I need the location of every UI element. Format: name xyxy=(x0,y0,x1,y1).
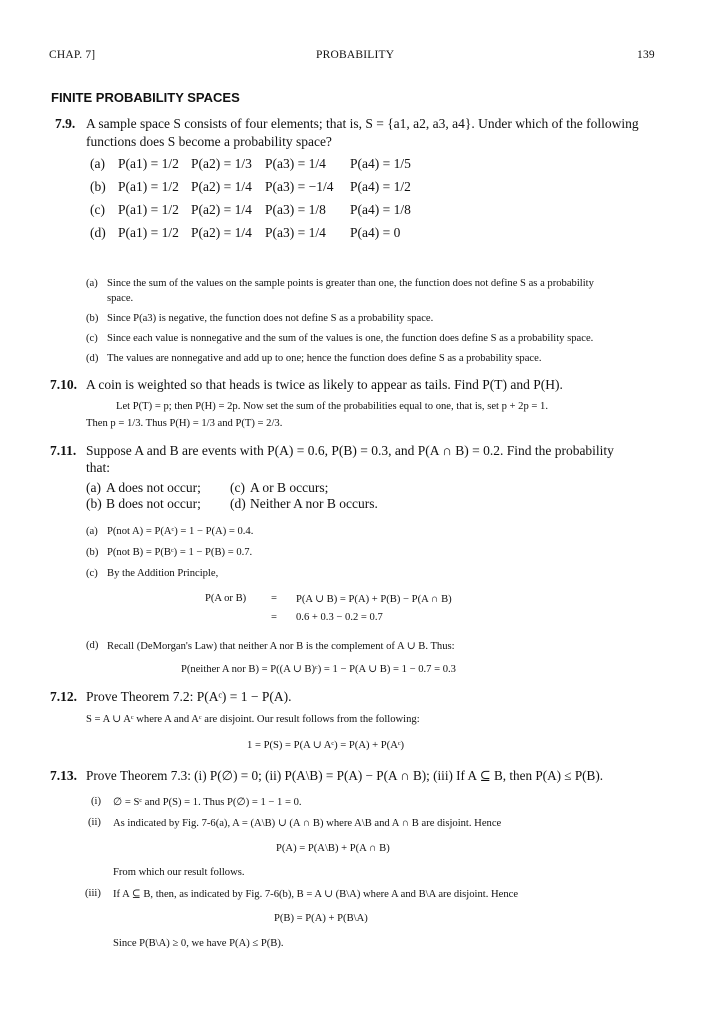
solution-label: (d) xyxy=(86,353,99,364)
problem-number: 7.11. xyxy=(50,443,77,458)
solution-text: As indicated by Fig. 7-6(a), A = (A\B) ∪ (A ∩ B) where A\B and A ∩ B are disjoint. Hence xyxy=(113,818,502,829)
option-label: (d) xyxy=(90,225,106,240)
solution-text: Then p = 1/3. Thus P(H) = 1/3 and P(T) = 2/3. xyxy=(86,418,283,429)
option-label: (c) xyxy=(90,202,105,217)
option-label: (b) xyxy=(90,179,106,194)
solution-text: Since each value is nonnegative and the sum of the values is one, the function does define S as a probability space. xyxy=(107,333,594,344)
problem-number: 7.12. xyxy=(50,689,77,704)
probability-value: P(a1) = 1/2 xyxy=(118,202,179,217)
chapter-label: CHAP. 7] xyxy=(49,49,96,61)
probability-value: P(a4) = 0 xyxy=(350,225,401,240)
probability-value: P(a3) = 1/4 xyxy=(265,225,326,240)
problem-text: Prove Theorem 7.2: P(Aᶜ) = 1 − P(A). xyxy=(86,689,292,704)
equals-sign: = xyxy=(271,612,277,623)
solution-label: (ii) xyxy=(88,817,101,828)
solution-text: Since P(B\A) ≥ 0, we have P(A) ≤ P(B). xyxy=(113,938,284,949)
solution-text: P(not A) = P(Aᶜ) = 1 − P(A) = 0.4. xyxy=(107,526,254,537)
solution-text: If A ⊆ B, then, as indicated by Fig. 7-6(b), B = A ∪ (B\A) where A and B\A are disjoint. Hence xyxy=(113,889,519,900)
problem-number: 7.13. xyxy=(50,768,77,783)
probability-value: P(a1) = 1/2 xyxy=(118,225,179,240)
probability-value: P(a4) = 1/2 xyxy=(350,179,411,194)
page-number: 139 xyxy=(637,49,655,61)
probability-value: P(a2) = 1/4 xyxy=(191,225,252,240)
probability-value: P(a2) = 1/3 xyxy=(191,156,252,171)
problem-text: Suppose A and B are events with P(A) = 0.6, P(B) = 0.3, and P(A ∩ B) = 0.2. Find the probability xyxy=(86,443,614,458)
solution-label: (iii) xyxy=(85,888,101,899)
probability-value: P(a2) = 1/4 xyxy=(191,179,252,194)
subquestion-label: (c) xyxy=(230,480,245,495)
problem-text: functions does S become a probability space? xyxy=(86,134,332,149)
solution-text: From which our result follows. xyxy=(113,867,245,878)
solution-text: P(not B) = P(Bᶜ) = 1 − P(B) = 0.7. xyxy=(107,547,253,558)
solution-text: ∅ = Sᶜ and P(S) = 1. Thus P(∅) = 1 − 1 = 0. xyxy=(113,797,302,808)
solution-text: Let P(T) = p; then P(H) = 2p. Now set the sum of the probabilities equal to one, that is, set p + 2p = 1. xyxy=(116,401,548,412)
probability-value: P(a3) = 1/4 xyxy=(265,156,326,171)
section-title: FINITE PROBABILITY SPACES xyxy=(51,90,240,105)
subquestion-text: A does not occur; xyxy=(106,480,201,495)
solution-text: By the Addition Principle, xyxy=(107,568,219,579)
probability-value: P(a4) = 1/8 xyxy=(350,202,411,217)
solution-text: Since P(a3) is negative, the function does not define S as a probability space. xyxy=(107,313,434,324)
problem-text: Prove Theorem 7.3: (i) P(∅) = 0; (ii) P(A\B) = P(A) − P(A ∩ B); (iii) If A ⊆ B, then P(A) ≤ P(B). xyxy=(86,768,604,783)
solution-label: (c) xyxy=(86,568,98,579)
probability-value: P(a2) = 1/4 xyxy=(191,202,252,217)
subquestion-text: B does not occur; xyxy=(106,496,201,511)
probability-value: P(a1) = 1/2 xyxy=(118,156,179,171)
solution-label: (b) xyxy=(86,313,99,324)
equation: P(A) = P(A\B) + P(A ∩ B) xyxy=(276,843,390,854)
probability-value: P(a3) = −1/4 xyxy=(265,179,334,194)
equation: P(neither A nor B) = P((A ∪ B)ᶜ) = 1 − P(A ∪ B) = 1 − 0.7 = 0.3 xyxy=(181,664,456,675)
problem-text: A sample space S consists of four elements; that is, S = {a1, a2, a3, a4}. Under which of the following xyxy=(86,116,639,131)
subquestion-text: A or B occurs; xyxy=(250,480,329,495)
solution-label: (a) xyxy=(86,278,98,289)
solution-label: (i) xyxy=(91,796,101,807)
problem-number: 7.9. xyxy=(55,116,76,131)
subquestion-label: (a) xyxy=(86,480,101,495)
equation: 1 = P(S) = P(A ∪ Aᶜ) = P(A) + P(Aᶜ) xyxy=(247,740,405,751)
solution-label: (a) xyxy=(86,526,98,537)
equation-lhs: P(A or B) xyxy=(205,593,247,604)
problem-text: A coin is weighted so that heads is twice as likely to appear as tails. Find P(T) and P(H). xyxy=(86,377,563,392)
equals-sign: = xyxy=(271,593,277,604)
solution-label: (d) xyxy=(86,640,99,651)
subquestion-label: (d) xyxy=(230,496,246,511)
running-title: PROBABILITY xyxy=(316,49,395,61)
solution-text: The values are nonnegative and add up to one; hence the function does define S as a probability space. xyxy=(107,353,542,364)
solution-label: (b) xyxy=(86,547,99,558)
equation-rhs: P(A ∪ B) = P(A) + P(B) − P(A ∩ B) xyxy=(296,594,452,605)
option-label: (a) xyxy=(90,156,105,171)
solution-text: Since the sum of the values on the sample points is greater than one, the function does not define S as a probability xyxy=(107,278,594,289)
equation-rhs: 0.6 + 0.3 − 0.2 = 0.7 xyxy=(296,612,383,623)
solution-label: (c) xyxy=(86,333,98,344)
subquestion-label: (b) xyxy=(86,496,102,511)
solution-text: S = A ∪ Aᶜ where A and Aᶜ are disjoint. Our result follows from the following: xyxy=(86,714,420,725)
probability-value: P(a3) = 1/8 xyxy=(265,202,326,217)
solution-text: space. xyxy=(107,293,134,304)
equation: P(B) = P(A) + P(B\A) xyxy=(274,913,368,924)
problem-text: that: xyxy=(86,460,110,475)
probability-value: P(a1) = 1/2 xyxy=(118,179,179,194)
problem-number: 7.10. xyxy=(50,377,77,392)
probability-value: P(a4) = 1/5 xyxy=(350,156,411,171)
subquestion-text: Neither A nor B occurs. xyxy=(250,496,378,511)
solution-text: Recall (DeMorgan's Law) that neither A nor B is the complement of A ∪ B. Thus: xyxy=(107,641,455,652)
